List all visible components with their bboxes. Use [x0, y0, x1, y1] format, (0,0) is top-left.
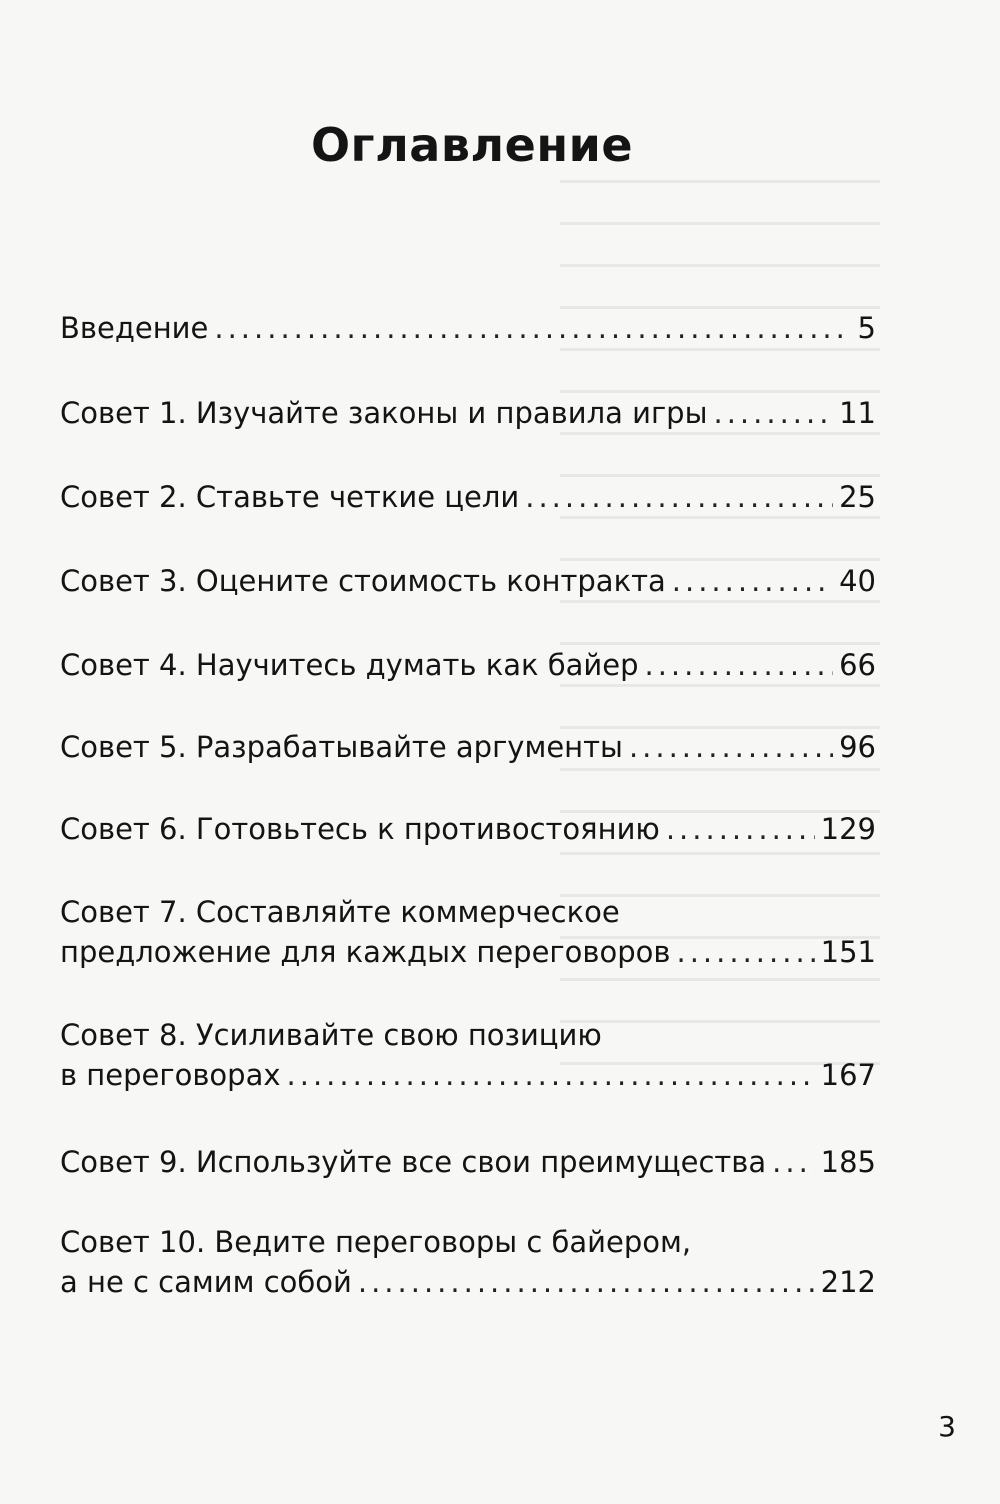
- toc-entry-tip-5: [60, 727, 876, 767]
- toc-entry-title: Совет 9. Используйте все свои преимущества: [60, 1145, 767, 1179]
- toc-entry-tip-2: [60, 477, 876, 517]
- toc-entry-tip-4: [60, 645, 876, 685]
- toc-entry-page: 129: [820, 812, 876, 846]
- toc-entry-page: 96: [839, 730, 876, 764]
- toc-entry-page: 66: [839, 648, 876, 682]
- toc-entry-tip-6: [60, 809, 876, 849]
- toc-entry-tip-10: [60, 1222, 876, 1302]
- toc-entry-title: Совет 3. Оцените стоимость контракта: [60, 564, 666, 598]
- toc-entry-title: Совет 5. Разрабатывайте аргументы: [60, 730, 623, 764]
- toc-entry-title: Совет 1. Изучайте законы и правила игры: [60, 396, 708, 430]
- toc-entry-title-line1: Совет 8. Усиливайте свою позицию: [60, 1018, 602, 1052]
- dot-leader: [676, 932, 814, 972]
- dot-leader: [644, 645, 833, 685]
- page-number: 3: [938, 1410, 956, 1443]
- toc-entry-page: 11: [839, 396, 876, 430]
- dot-leader: [672, 561, 833, 601]
- toc-entry-title-line1: Совет 7. Составляйте коммерческое: [60, 895, 620, 929]
- dot-leader: [666, 809, 815, 849]
- dot-leader: [629, 727, 833, 767]
- dot-leader: [714, 393, 834, 433]
- toc-entry-page: 5: [857, 311, 876, 345]
- page-title: Оглавление: [310, 118, 634, 172]
- toc-entry-page: 212: [820, 1265, 876, 1299]
- dot-leader: [214, 308, 851, 348]
- toc-entry-tip-8: [60, 1015, 876, 1095]
- dot-leader: [525, 477, 833, 517]
- dot-leader: [287, 1055, 815, 1095]
- toc-entry-page: 40: [839, 564, 876, 598]
- toc-entry-introduction: [60, 308, 876, 348]
- toc-entry-page: 167: [820, 1058, 876, 1092]
- toc-entry-tip-9: [60, 1142, 876, 1182]
- toc-entry-tip-1: [60, 393, 876, 433]
- toc-entry-title: в переговорах: [60, 1058, 281, 1092]
- dot-leader: [772, 1142, 814, 1182]
- toc-entry-title: Совет 6. Готовьтесь к противостоянию: [60, 812, 660, 846]
- toc-entry-page: 151: [820, 935, 876, 969]
- toc-entry-title: предложение для каждых переговоров: [60, 935, 671, 969]
- toc-entry-tip-7: [60, 892, 876, 972]
- toc-entry-title: Совет 2. Ставьте четкие цели: [60, 480, 520, 514]
- toc-entry-page: 25: [839, 480, 876, 514]
- toc-entry-page: 185: [820, 1145, 876, 1179]
- dot-leader: [358, 1262, 815, 1302]
- toc-entry-title-line1: Совет 10. Ведите переговоры с байером,: [60, 1225, 692, 1259]
- toc-entry-tip-3: [60, 561, 876, 601]
- toc-entry-title: Совет 4. Научитесь думать как байер: [60, 648, 639, 682]
- toc-entry-title: Введение: [60, 311, 209, 345]
- toc-entry-title: а не с самим собой: [60, 1265, 352, 1299]
